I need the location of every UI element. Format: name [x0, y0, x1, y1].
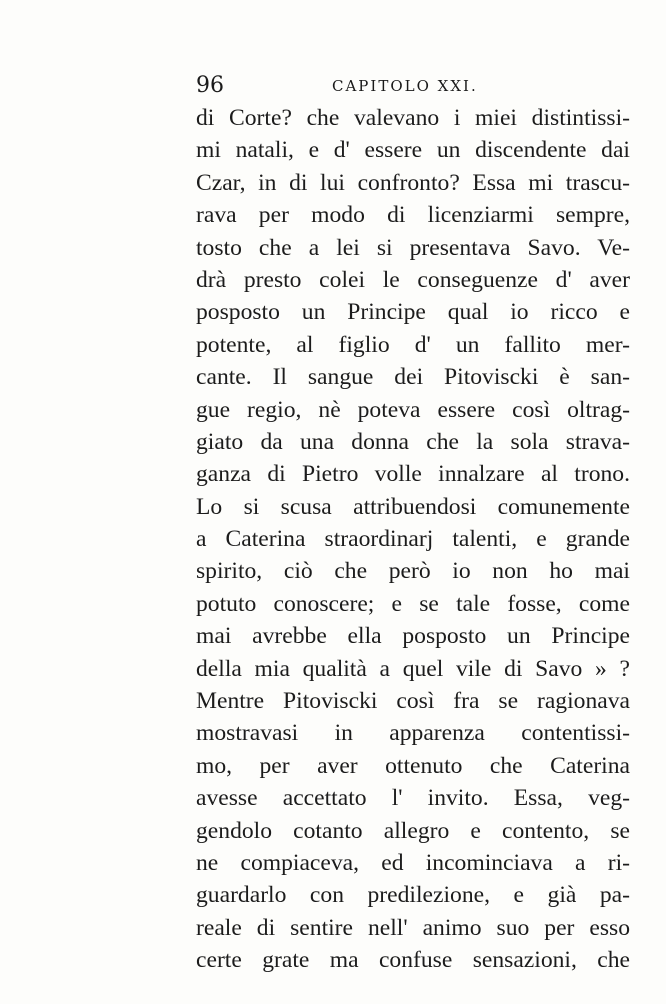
text-line: gendolo cotanto allegro e contento, se	[196, 817, 630, 844]
text-line: posposto un Principe qual io ricco e	[196, 299, 630, 326]
text-line: mi natali, e d' essere un discendente dai	[196, 137, 630, 164]
text-line: potente, al figlio d' un fallito mer-	[196, 331, 630, 358]
text-line: cante. Il sangue dei Pitoviscki è san-	[196, 364, 630, 391]
text-line: della mia qualità a quel vile di Savo » ?	[196, 655, 630, 682]
text-line: mai avrebbe ella posposto un Principe	[196, 623, 630, 650]
text-line: potuto conoscere; e se tale fosse, come	[196, 590, 630, 617]
text-line: spirito, ciò che però io non ho mai	[196, 558, 630, 585]
text-line: mostravasi in apparenza contentissi-	[196, 720, 630, 747]
text-line: drà presto colei le conseguenze d' aver	[196, 266, 630, 293]
page-header	[196, 73, 636, 103]
body-text	[196, 102, 630, 977]
page-number: 96	[196, 73, 224, 98]
text-line: mo, per aver ottenuto che Caterina	[196, 752, 630, 779]
text-line: rava per modo di licenziarmi sempre,	[196, 202, 630, 229]
text-line: Czar, in di lui confronto? Essa mi trascu-	[196, 169, 630, 196]
text-line: Mentre Pitoviscki così fra se ragionava	[196, 688, 630, 715]
text-line: avesse accettato l' invito. Essa, veg-	[196, 785, 630, 812]
text-line: ne compiaceva, ed incominciava a ri-	[196, 849, 630, 876]
text-line: certe grate ma confuse sensazioni, che	[196, 947, 630, 974]
text-line: giato da una donna che la sola strava-	[196, 428, 630, 455]
text-line: gue regio, nè poteva essere così oltrag-	[196, 396, 630, 423]
text-line: Lo si scusa attribuendosi comunemente	[196, 493, 630, 520]
text-line: ganza di Pietro volle innalzare al trono.	[196, 461, 630, 488]
text-line: guardarlo con predilezione, e già pa-	[196, 882, 630, 909]
text-line: a Caterina straordinarj talenti, e grande	[196, 526, 630, 553]
text-line: di Corte? che valevano i miei distintissi-	[196, 105, 630, 131]
chapter-title: CAPITOLO XXI.	[332, 77, 478, 95]
text-line: tosto che a lei si presentava Savo. Ve-	[196, 234, 630, 261]
text-line: reale di sentire nell' animo suo per esso	[196, 914, 630, 941]
